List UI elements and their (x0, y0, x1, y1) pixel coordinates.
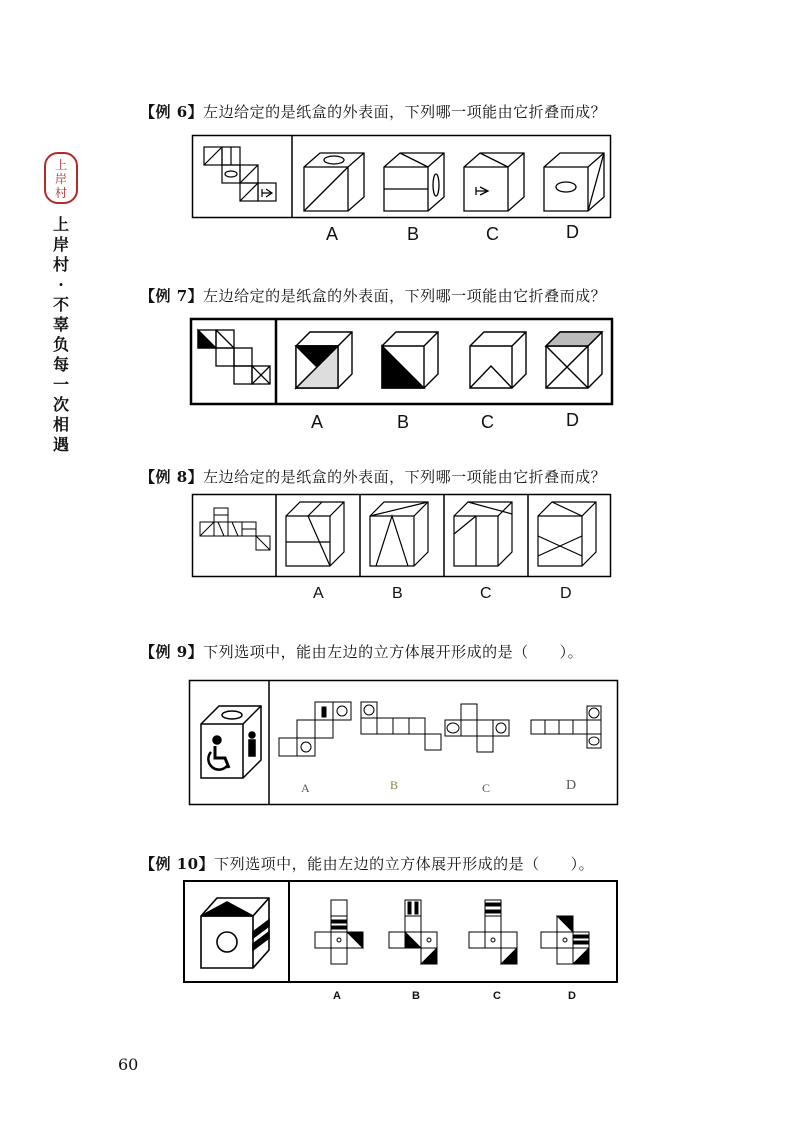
net-option-a (315, 900, 363, 964)
cube-option-c (454, 502, 512, 566)
figure-q7 (190, 318, 614, 406)
reference-cube-q9 (201, 706, 261, 778)
question-8 (140, 466, 606, 487)
question-10 (140, 853, 594, 874)
net-option-b (361, 702, 441, 750)
cube-option-d (544, 153, 604, 211)
option-label-b: B (407, 224, 420, 244)
option-label-c: C (486, 224, 499, 244)
option-label-a: A (311, 412, 324, 432)
cube-option-b (382, 332, 438, 388)
cube-option-c (464, 153, 524, 211)
question-text: 左边给定的是纸盒的外表面，下列哪一项能由它折叠而成？ (203, 468, 607, 486)
question-7 (140, 285, 606, 306)
figure-q10 (183, 880, 619, 984)
cube-option-d (538, 502, 596, 566)
net-option-b (389, 900, 437, 964)
page-number: 60 (118, 1055, 139, 1074)
reference-cube-q10 (201, 898, 269, 968)
question-text: 下列选项中，能由左边的立方体展开形成的是（ ）。 (214, 855, 595, 873)
figure-q6 (192, 135, 612, 219)
net-q7 (198, 330, 270, 384)
option-label-c: C (482, 781, 491, 795)
cube-option-d (546, 332, 602, 388)
option-label-a: A (326, 224, 339, 244)
net-q6 (204, 147, 276, 201)
question-tag: 【例 10】 (140, 855, 215, 873)
option-label-c: C (481, 412, 494, 432)
option-label-d: D (566, 222, 579, 242)
question-text: 左边给定的是纸盒的外表面，下列哪一项能由它折叠而成？ (203, 287, 607, 305)
option-label-a: A (301, 781, 310, 795)
cube-option-b (370, 502, 428, 566)
option-label-d: D (566, 778, 577, 793)
option-label-b: B (392, 585, 403, 602)
figure-q8 (192, 494, 612, 578)
cube-option-a (296, 332, 352, 388)
net-option-a (279, 702, 351, 756)
seal-text: 上岸村 (54, 158, 67, 200)
question-tag: 【例 8】 (140, 468, 204, 486)
question-text: 下列选项中，能由左边的立方体展开形成的是（ ）。 (203, 643, 584, 661)
cube-option-a (304, 153, 364, 211)
cube-option-b (384, 153, 444, 211)
brand-vertical-text: 上岸村·不辜负每一次相遇 (52, 215, 69, 454)
option-label-b: B (397, 412, 410, 432)
net-q8 (200, 508, 270, 550)
question-tag: 【例 6】 (140, 103, 204, 121)
option-label-b: B (390, 778, 399, 792)
option-label-b: B (412, 990, 420, 1002)
option-label-d: D (568, 990, 576, 1002)
question-text: 左边给定的是纸盒的外表面，下列哪一项能由它折叠而成？ (203, 103, 607, 121)
option-label-a: A (313, 585, 324, 602)
option-label-d: D (566, 410, 579, 430)
question-6 (140, 101, 606, 122)
net-option-d (541, 916, 589, 964)
option-label-d: D (560, 585, 572, 602)
net-option-d (531, 706, 601, 748)
option-label-c: C (480, 585, 492, 602)
cube-option-c (470, 332, 526, 388)
question-tag: 【例 9】 (140, 643, 204, 661)
question-tag: 【例 7】 (140, 287, 204, 305)
question-9 (140, 641, 583, 662)
figure-q9 (189, 680, 619, 806)
brand-seal-logo (44, 152, 78, 204)
net-option-c (469, 900, 517, 964)
option-label-c: C (493, 990, 501, 1002)
cube-option-a (286, 502, 344, 566)
option-label-a: A (333, 990, 341, 1002)
net-option-c (445, 704, 509, 752)
